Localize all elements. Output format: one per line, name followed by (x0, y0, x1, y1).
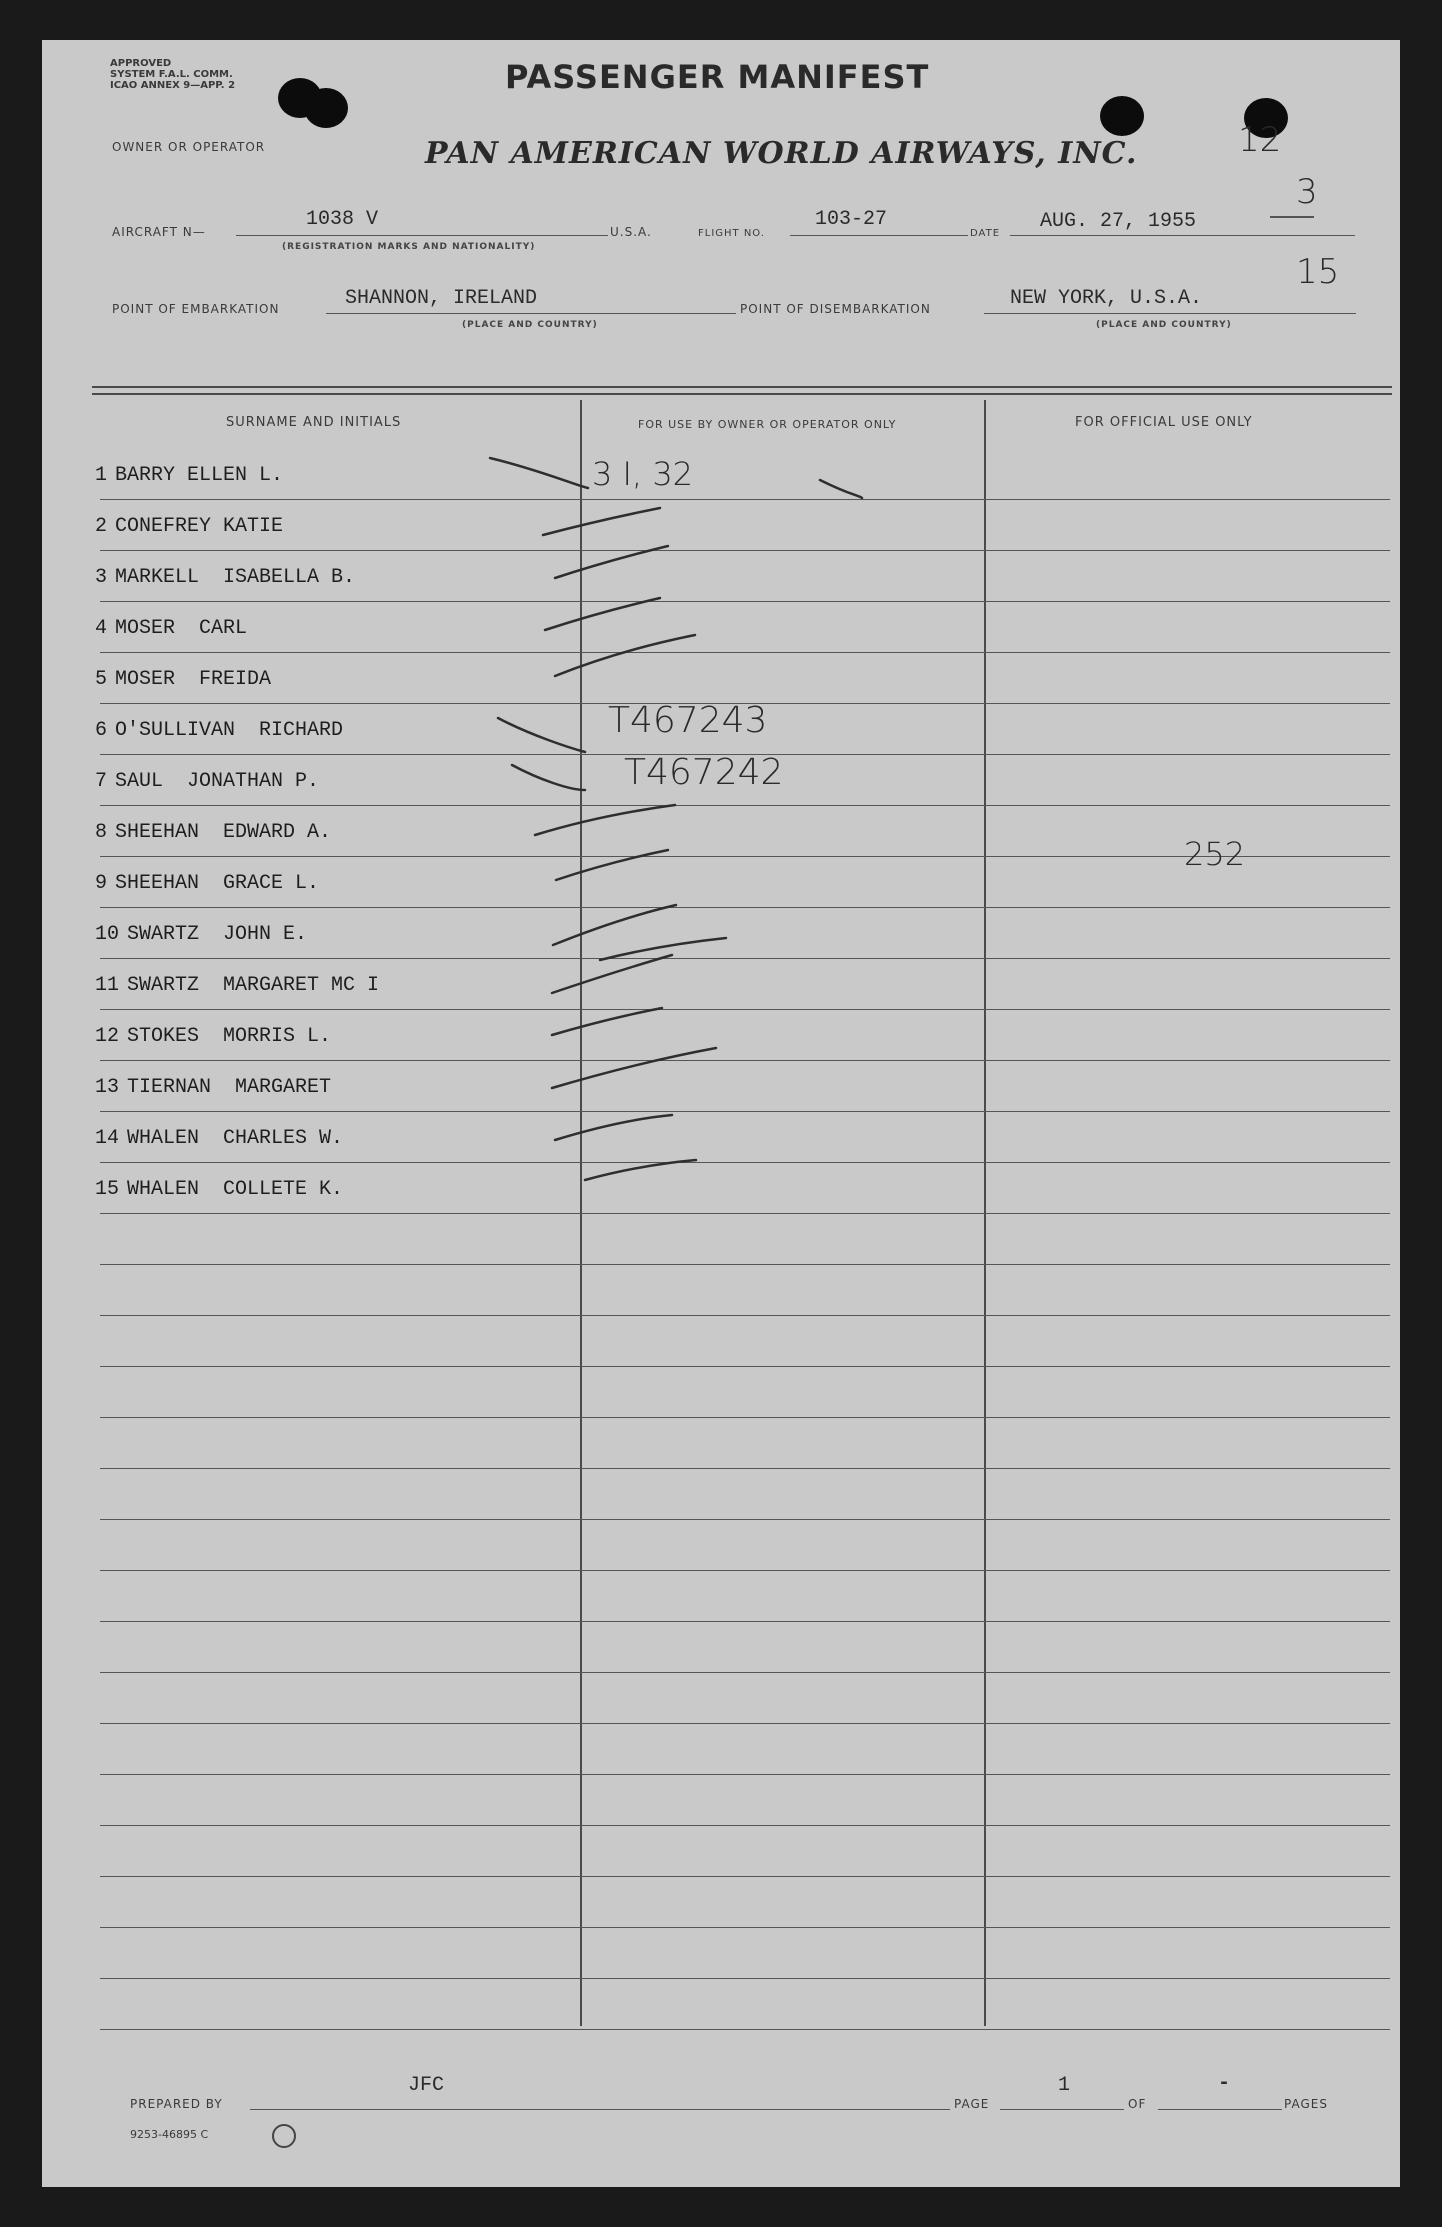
passenger-name: MARKELL ISABELLA B. (115, 566, 356, 589)
prepared-value: JFC (408, 2074, 445, 2097)
of-label: OF (1128, 2097, 1147, 2111)
usa-label: U.S.A. (610, 225, 652, 239)
check-mark (512, 765, 585, 790)
page-label: PAGE (954, 2097, 990, 2111)
approval-line: APPROVED (110, 58, 172, 69)
disembark-sub: (PLACE AND COUNTRY) (1096, 320, 1232, 330)
passenger-name: O'SULLIVAN RICHARD (115, 719, 344, 742)
disembark-label: POINT OF DISEMBARKATION (740, 302, 931, 316)
passenger-number: 10 (95, 923, 120, 946)
handwritten-row1: 3 I, 32 (592, 455, 694, 493)
pages-label: PAGES (1284, 2097, 1328, 2111)
passenger-name: MOSER FREIDA (115, 668, 272, 691)
passenger-number: 9 (95, 872, 108, 895)
passenger-name: STOKES MORRIS L. (127, 1025, 332, 1048)
form-number: 9253-46895 C (130, 2128, 209, 2141)
check-mark (556, 850, 668, 880)
passenger-number: 14 (95, 1127, 120, 1150)
check-mark (585, 1160, 696, 1180)
flight-value: 103-27 (815, 208, 888, 231)
prepared-label: PREPARED BY (130, 2097, 223, 2111)
embark-label: POINT OF EMBARKATION (112, 302, 280, 316)
column-header-owner: FOR USE BY OWNER OR OPERATOR ONLY (638, 418, 897, 431)
check-mark (545, 598, 660, 630)
check-mark (490, 458, 588, 488)
check-mark (543, 508, 660, 535)
of-value: - (1218, 2072, 1231, 2095)
column-header-official: FOR OFFICIAL USE ONLY (1075, 415, 1253, 430)
passenger-number: 12 (95, 1025, 120, 1048)
aircraft-value: 1038 V (306, 208, 379, 231)
check-mark (535, 805, 675, 835)
owner-label: OWNER OR OPERATOR (112, 140, 266, 154)
passenger-name: CONEFREY KATIE (115, 515, 284, 538)
passenger-number: 1 (95, 464, 108, 487)
check-mark (552, 1008, 662, 1035)
passenger-number: 15 (95, 1178, 120, 1201)
handwritten-row7: T467242 (624, 752, 784, 793)
date-value: AUG. 27, 1955 (1040, 210, 1197, 233)
passenger-number: 4 (95, 617, 108, 640)
passenger-number: 13 (95, 1076, 120, 1099)
passenger-name: BARRY ELLEN L. (115, 464, 284, 487)
handwritten-official-252: 252 (1184, 835, 1246, 873)
passenger-name: WHALEN COLLETE K. (127, 1178, 344, 1201)
check-mark (498, 718, 585, 752)
corner-note: 15 (1296, 252, 1340, 292)
of-line (1158, 2109, 1282, 2110)
owner-value: PAN AMERICAN WORLD AIRWAYS, INC. (425, 136, 1138, 171)
passenger-name: SWARTZ MARGARET MC I (127, 974, 380, 997)
passenger-name: SWARTZ JOHN E. (127, 923, 308, 946)
approval-line: SYSTEM F.A.L. COMM. (110, 69, 233, 80)
page-value: 1 (1058, 2074, 1071, 2097)
page-line (1000, 2109, 1124, 2110)
passenger-name: SHEEHAN EDWARD A. (115, 821, 332, 844)
passenger-name: WHALEN CHARLES W. (127, 1127, 344, 1150)
embark-sub: (PLACE AND COUNTRY) (462, 320, 598, 330)
corner-note: 3 (1296, 172, 1318, 212)
passenger-name: SHEEHAN GRACE L. (115, 872, 320, 895)
passenger-number: 8 (95, 821, 108, 844)
aircraft-label: AIRCRAFT N— (112, 225, 206, 239)
aircraft-sub: (REGISTRATION MARKS AND NATIONALITY) (282, 242, 536, 252)
check-mark (555, 1115, 672, 1140)
passenger-number: 6 (95, 719, 108, 742)
date-label: DATE (970, 228, 1001, 239)
embark-value: SHANNON, IRELAND (345, 287, 538, 310)
flight-label: FLIGHT NO. (698, 228, 765, 239)
union-label-icon (272, 2124, 296, 2148)
passenger-number: 2 (95, 515, 108, 538)
passenger-number: 5 (95, 668, 108, 691)
passenger-number: 7 (95, 770, 108, 793)
check-mark (553, 905, 676, 945)
check-mark (555, 546, 668, 578)
passenger-number: 3 (95, 566, 108, 589)
passenger-number: 11 (95, 974, 120, 997)
column-header-surname: SURNAME AND INITIALS (226, 415, 402, 430)
check-mark (820, 480, 862, 498)
check-mark (552, 1048, 716, 1088)
corner-note: 12 (1238, 120, 1282, 160)
prepared-line (250, 2109, 950, 2110)
check-mark (552, 955, 672, 993)
passenger-name: TIERNAN MARGARET (127, 1076, 332, 1099)
passenger-name: SAUL JONATHAN P. (115, 770, 320, 793)
approval-line: ICAO ANNEX 9—APP. 2 (110, 80, 236, 91)
handwritten-row6: T467243 (608, 700, 768, 741)
page-title: PASSENGER MANIFEST (505, 58, 930, 96)
check-mark (555, 635, 695, 676)
disembark-value: NEW YORK, U.S.A. (1010, 287, 1203, 310)
passenger-name: MOSER CARL (115, 617, 248, 640)
